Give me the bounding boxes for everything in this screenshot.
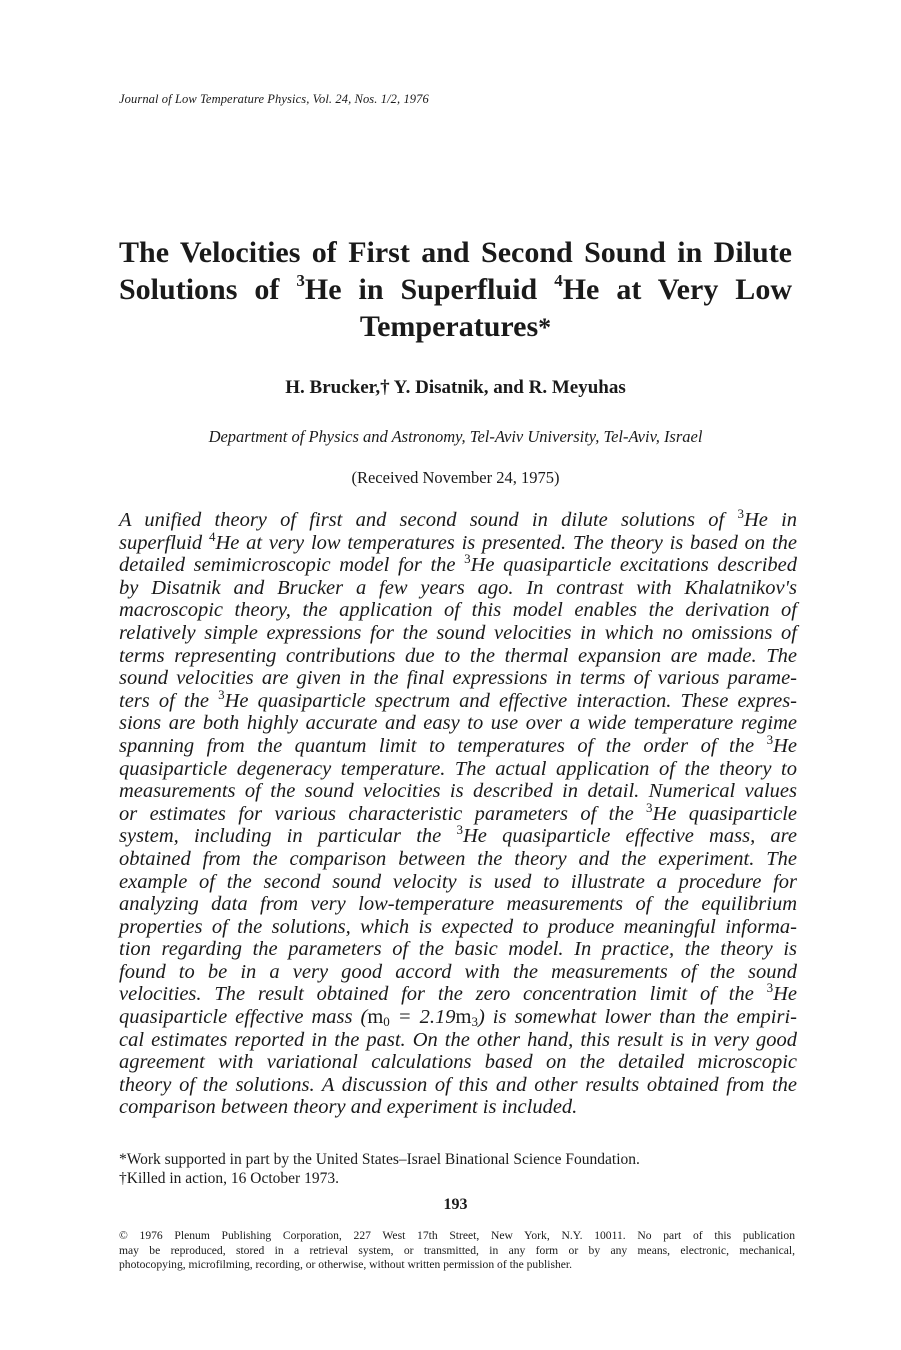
title-line-2: Solutions of $^3$He in Superfluid $^4$He at Very Low [119,271,792,306]
abstract-line: ters of the $^3$He quasiparticle spectrum and effective interaction. These expres- [119,686,798,712]
abstract-line: A unified theory of first and second sound in dilute solutions of $^3$He in [119,506,798,531]
journal-header: Journal of Low Temperature Physics, Vol. 24, Nos. 1/2, 1976 [119,92,429,106]
abstract-line: analyzing data from very low-temperature measurements of the equilibrium [119,893,797,916]
copyright-line: may be reproduced, stored in a retrieval system, or transmitted, in any form or by any means, electronic, mechanical, [119,1243,795,1257]
abstract-line: properties of the solutions, which is expected to produce meaningful informa- [119,915,797,938]
abstract-line: cal estimates reported in the past. On the other hand, this result is in very good [119,1028,797,1051]
abstract-line: terms representing contributions due to the thermal expansion are made. The [119,644,797,667]
copyright-notice [119,1229,795,1273]
abstract-line: velocities. The result obtained for the zero concentration limit of the $^3$He [119,980,798,1006]
abstract-line: example of the second sound velocity is used to illustrate a procedure for [119,870,797,893]
copyright-line: photocopying, microfilming, recording, or otherwise, without written permission of the publisher. [119,1258,573,1271]
footnote-author: †Killed in action, 16 October 1973. [119,1170,339,1187]
abstract-line: found to be in a very good accord with the measurements of the sound [119,960,797,983]
abstract-line: measurements of the sound velocities is described in detail. Numerical values [119,780,797,803]
page-number: 193 [443,1196,468,1213]
abstract [119,506,798,1119]
abstract-line: sions are both highly accurate and easy to use over a wide temperature regime [119,712,797,735]
affiliation: Department of Physics and Astronomy, Tel-Aviv University, Tel-Aviv, Israel [208,427,703,446]
abstract-line: by Disatnik and Brucker a few years ago. In contrast with Khalatnikov's [119,576,797,599]
abstract-line: theory of the solutions. A discussion of this and other results obtained from the [119,1073,797,1096]
article-title [119,234,792,346]
title-footnote-mark: * [538,313,552,342]
title-line-3: Temperatures* [359,310,552,343]
title-line-1: The Velocities of First and Second Sound in Dilute [119,236,792,269]
author-list: H. Brucker,† Y. Disatnik, and R. Meyuhas [285,377,626,398]
abstract-line: spanning from the quantum limit to temperatures of the order of the $^3$He [119,731,798,757]
received-date: (Received November 24, 1975) [351,468,560,487]
footnote-funding: *Work supported in part by the United States–Israel Binational Science Foundation. [119,1151,640,1168]
abstract-line: quasiparticle degeneracy temperature. The actual application of the theory to [119,757,797,780]
abstract-line: superfluid $^4$He at very low temperatures is presented. The theory is based on the [119,528,798,554]
abstract-line: sound velocities are given in the final expressions in terms of various parame- [119,667,797,690]
abstract-line: relatively simple expressions for the sound velocities in which no omissions of [119,621,797,644]
abstract-line: obtained from the comparison between the theory and the experiment. The [119,847,797,870]
abstract-line: macroscopic theory, the application of this model enables the derivation of [119,599,797,622]
copyright-line: © 1976 Plenum Publishing Corporation, 227 West 17th Street, New York, N.Y. 10011. No part of this publication [119,1229,795,1242]
abstract-line: comparison between theory and experiment is included. [119,1096,578,1119]
abstract-line: or estimates for various characteristic parameters of the $^3$He quasiparticle [119,799,797,825]
abstract-line: agreement with variational calculations based on the detailed microscopic [119,1051,797,1074]
abstract-line: system, including in particular the $^3$He quasiparticle effective mass, are [119,822,797,848]
abstract-line: quasiparticle effective mass $(m_0 = 2.19m_3)$ is somewhat lower than the empiri- [119,1006,797,1030]
abstract-line: tion regarding the parameters of the basic model. In practice, the theory is [119,938,797,961]
abstract-line: detailed semimicroscopic model for the $^3$He quasiparticle excitations described [119,551,798,577]
